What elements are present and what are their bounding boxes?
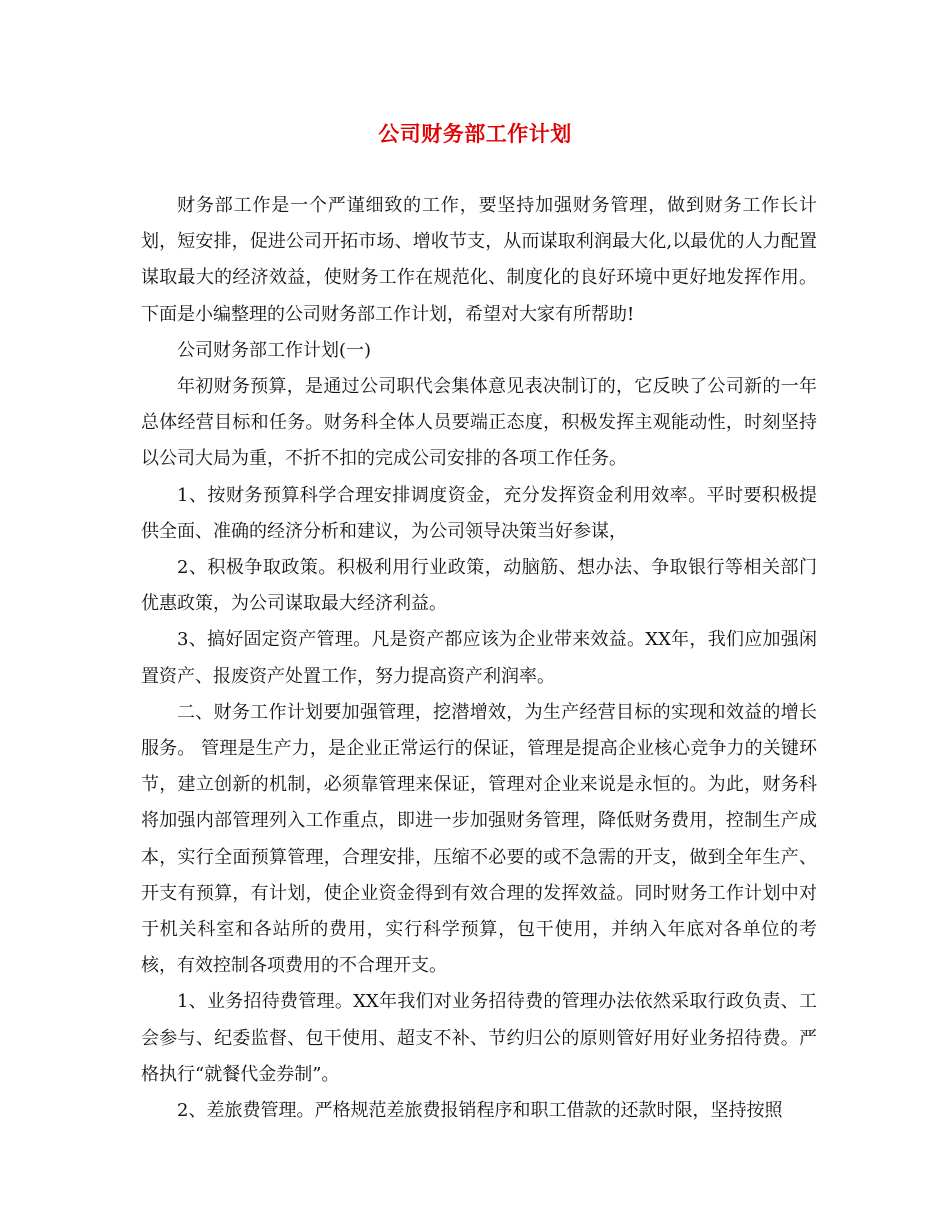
list-item-2: 2、积极争取政策。积极利用行业政策，动脑筋、想办法、争取银行等相关部门优惠政策，为公司谋取最大经济利益。	[141, 557, 817, 615]
document-body	[141, 188, 817, 1129]
intro-paragraph: 财务部工作是一个严谨细致的工作，要坚持加强财务管理，做到财务工作长计划，短安排，促进公司开拓市场、增收节支，从而谋取利润最大化,以最优的人力配置谋取最大的经济效益，使财务工作在规范化、制度化的良好环境中更好地发挥作用。下面是小编整理的公司财务部工作计划，希望对大家有所帮助!	[141, 195, 817, 325]
list-item-3: 3、搞好固定资产管理。凡是资产都应该为企业带来效益。XX年，我们应加强闲置资产、报废资产处置工作，努力提高资产利润率。	[141, 629, 817, 687]
list-item-1: 1、按财务预算科学合理安排调度资金，充分发挥资金利用效率。平时要积极提供全面、准确的经济分析和建议，为公司领导决策当好参谋，	[141, 484, 817, 542]
document-title: 公司财务部工作计划	[378, 121, 572, 146]
travel-expense-paragraph: 2、差旅费管理。严格规范差旅费报销程序和职工借款的还款时限，坚持按照	[177, 1100, 783, 1122]
management-paragraph: 二、财务工作计划要加强管理，挖潜增效，为生产经营目标的实现和效益的增长服务。 管理是生产力，是企业正常运行的保证，管理是提高企业核心竞争力的关键环节，建立创新的机制，必须靠管理来保证，管理对企业来说是永恒的。为此，财务科将加强内部管理列入工作重点，即进一步加强财务管理，降低财务费用，控制生产成本，实行全面预算管理，合理安排，压缩不必要的或不急需的开支，做到全年生产、开支有预算，有计划，使企业资金得到有效合理的发挥效益。同时财务工作计划中对于机关科室和各站所的费用，实行科学预算，包干使用，并纳入年底对各单位的考核，有效控制各项费用的不合理开支。	[141, 701, 817, 977]
hospitality-expense-paragraph: 1、业务招待费管理。XX年我们对业务招待费的管理办法依然采取行政负责、工会参与、纪委监督、包干使用、超支不补、节约归公的原则管好用好业务招待费。严格执行“就餐代金券制”。	[141, 991, 817, 1085]
section-heading-plan-one: 公司财务部工作计划(一)	[177, 339, 372, 361]
budget-paragraph: 年初财务预算，是通过公司职代会集体意见表决制订的，它反映了公司新的一年总体经营目标和任务。财务科全体人员要端正态度，积极发挥主观能动性，时刻坚持以公司大局为重，不折不扣的完成公司安排的各项工作任务。	[141, 376, 817, 470]
